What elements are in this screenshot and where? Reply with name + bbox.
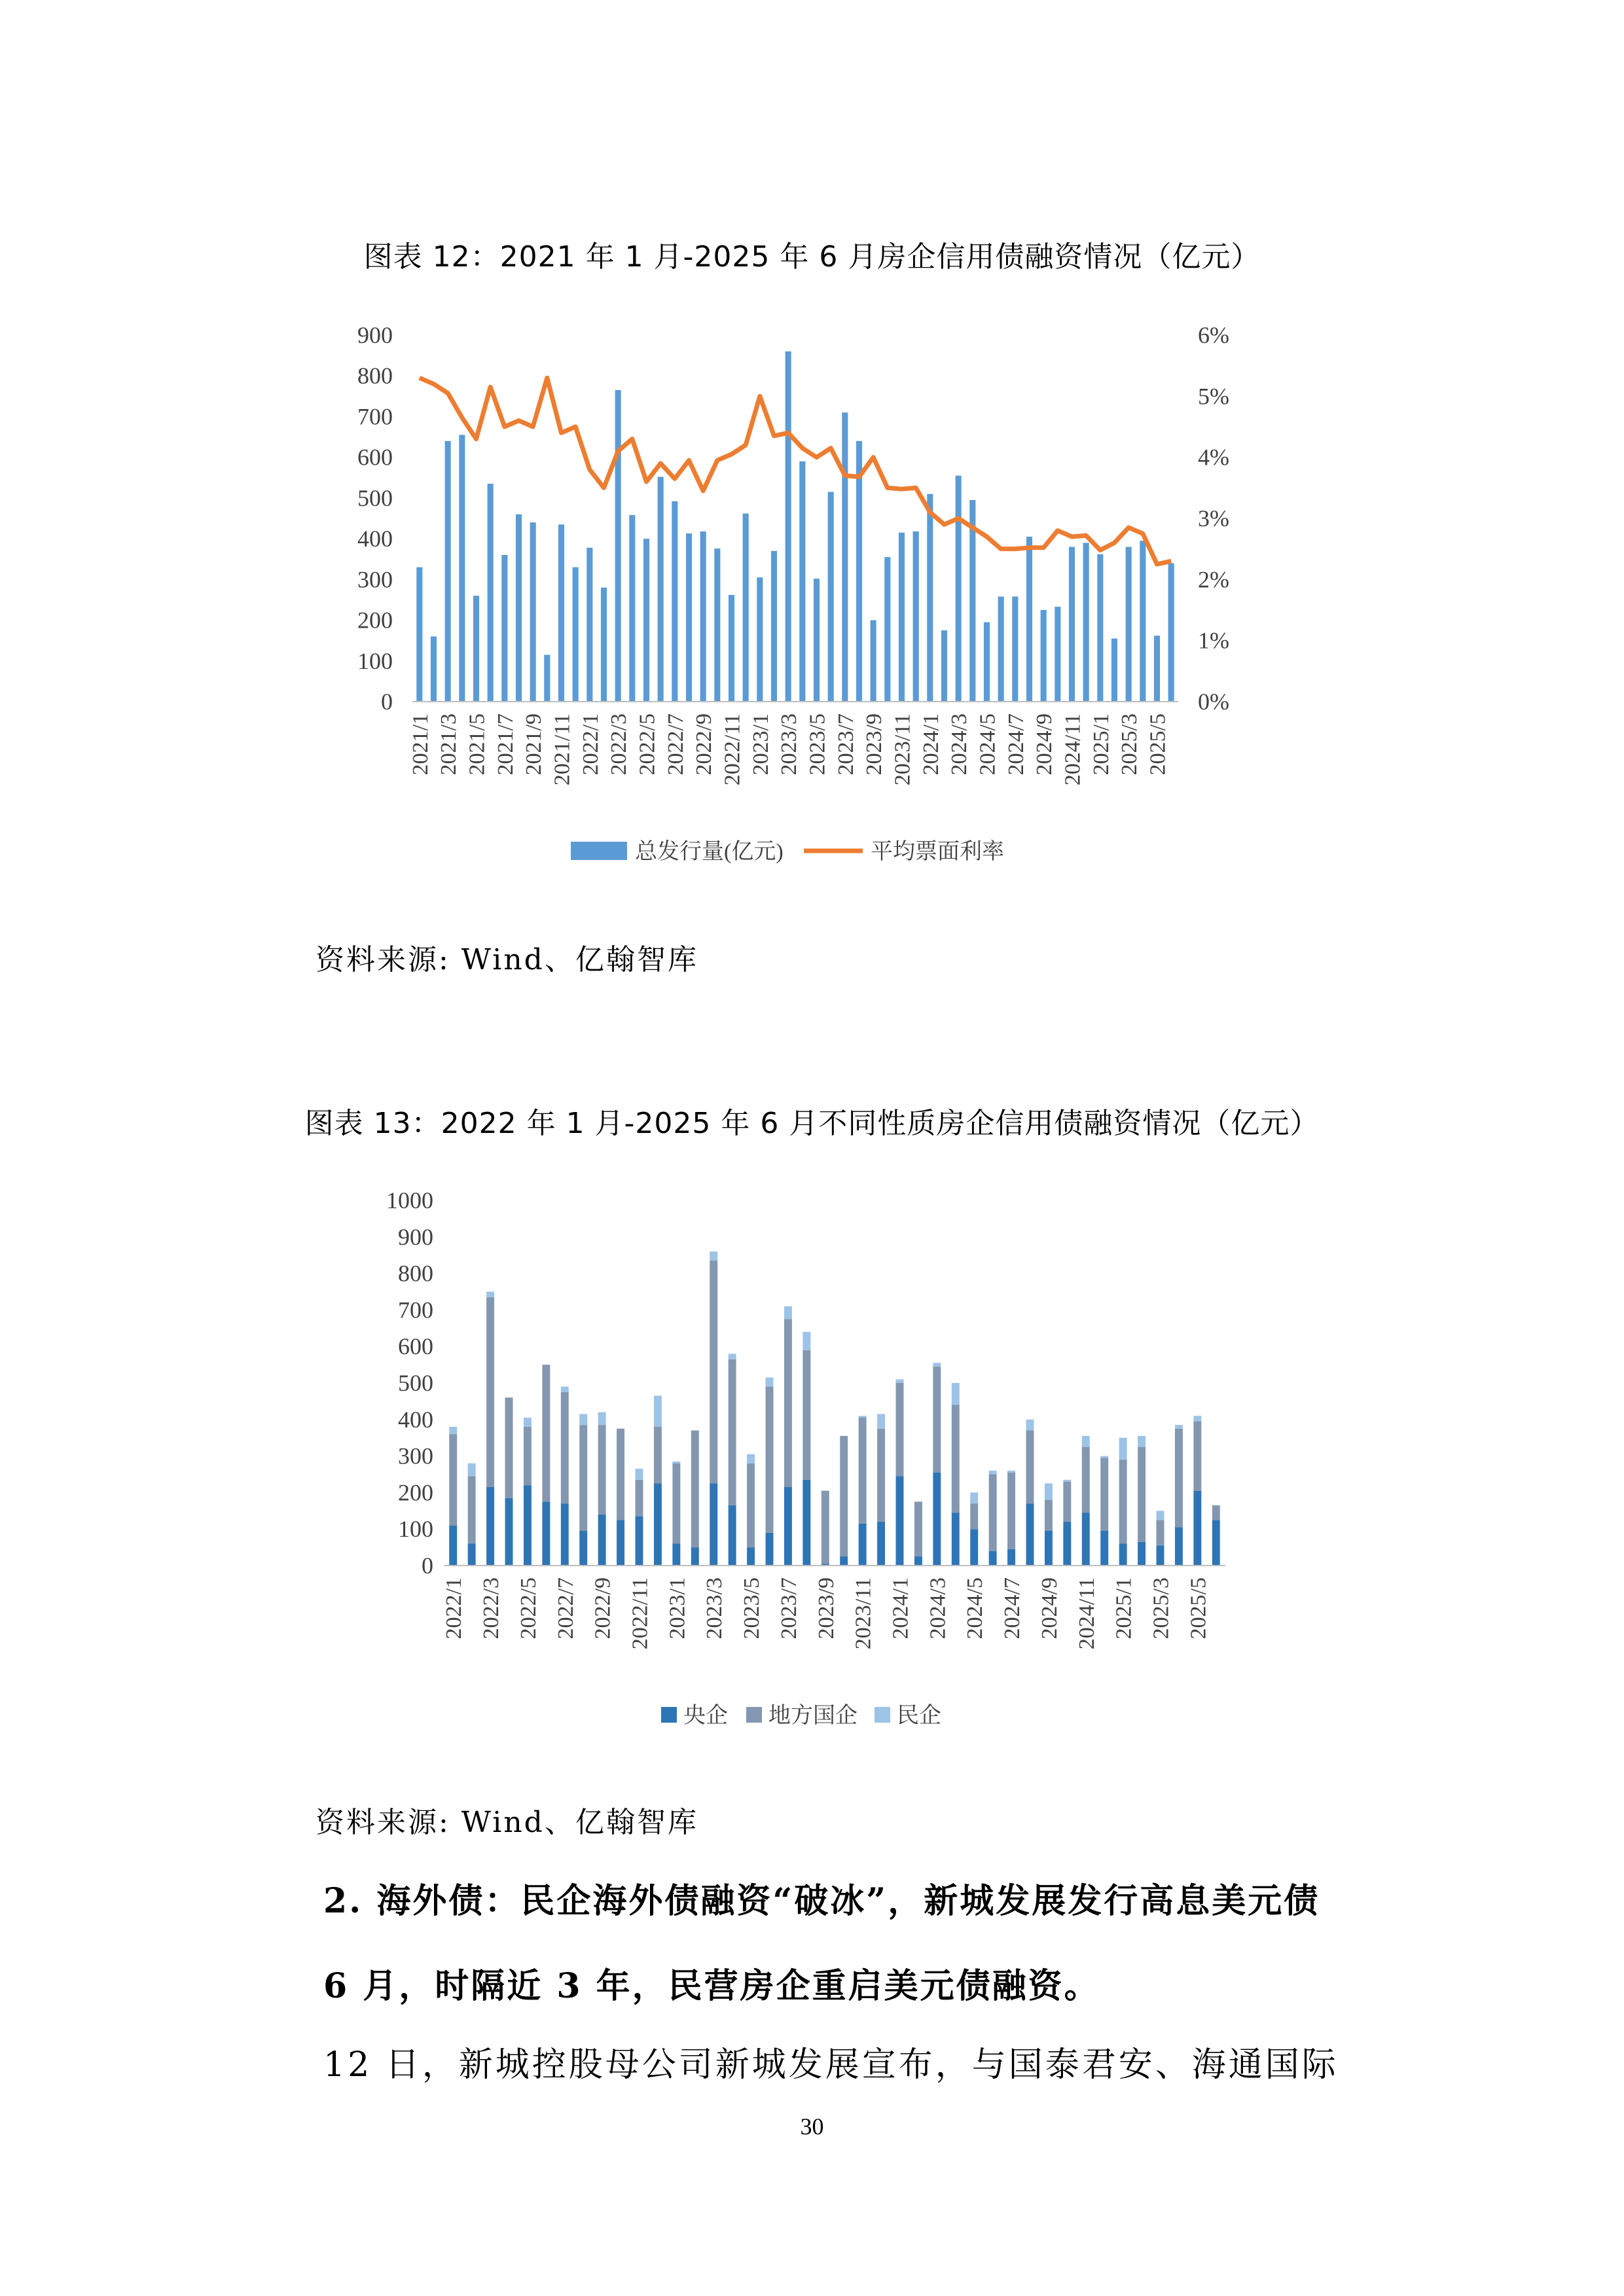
chart2-legend-label-1: 地方国企 — [768, 1704, 857, 1728]
chart2-bar-2024/8-s0 — [1026, 1503, 1034, 1566]
chart2-bar-2024/12-s1 — [1100, 1458, 1108, 1531]
chart2-y-tick: 600 — [398, 1333, 433, 1360]
chart1-bar-2025/2 — [1111, 639, 1117, 702]
chart2-bar-2024/5-s0 — [970, 1529, 978, 1566]
chart1-y2-tick: 5% — [1198, 383, 1229, 410]
chart2-bar-2022/7-s0 — [561, 1503, 569, 1566]
chart2-bar-2023/12-s0 — [877, 1522, 885, 1566]
chart2-bar-2023/2-s0 — [691, 1547, 699, 1566]
chart2-bar-2025/2-s0 — [1138, 1542, 1146, 1566]
chart1-bar-2021/11 — [558, 524, 564, 702]
chart1-bar-2023/1 — [757, 577, 763, 702]
chart2-bar-2024/12-s2 — [1100, 1456, 1108, 1458]
chart1-credit-bond-issuance — [0, 288, 1624, 969]
chart1-bar-2025/3 — [1126, 547, 1132, 702]
chart2-x-tick: 2022/3 — [479, 1577, 504, 1640]
chart1-bar-2025/4 — [1140, 541, 1146, 702]
chart2-bar-2023/1-s1 — [672, 1463, 680, 1544]
chart1-bar-2024/3 — [956, 476, 962, 702]
chart1-bar-2021/12 — [573, 567, 579, 702]
chart2-bar-2022/2-s0 — [468, 1544, 476, 1566]
chart1-x-tick: 2024/5 — [975, 713, 1000, 776]
chart2-x-tick: 2023/3 — [702, 1577, 727, 1640]
chart1-bar-2022/10 — [714, 548, 720, 702]
chart2-caption: 图表 13：2022 年 1 月-2025 年 6 月不同性质房企信用债融资情况（亿元） — [304, 1107, 1320, 1140]
chart1-x-tick: 2023/1 — [748, 713, 773, 776]
chart2-bar-2022/12-s0 — [654, 1483, 662, 1566]
chart2-bar-2022/11-s2 — [636, 1469, 643, 1480]
chart1-x-tick: 2025/1 — [1089, 713, 1113, 776]
chart2-x-tick: 2024/9 — [1037, 1577, 1062, 1640]
chart1-y2-tick: 4% — [1198, 444, 1229, 471]
chart1-bar-2022/1 — [586, 548, 592, 702]
chart2-bar-2023/5-s0 — [747, 1547, 755, 1566]
chart2-x-tick: 2023/11 — [851, 1577, 876, 1650]
chart2-bar-2024/3-s2 — [933, 1363, 941, 1367]
chart2-y-tick: 0 — [422, 1552, 433, 1579]
chart1-bar-2023/10 — [884, 557, 890, 702]
chart2-bar-2022/3-s1 — [486, 1297, 494, 1487]
chart2-bar-2022/1-s1 — [449, 1434, 457, 1526]
chart1-x-tick: 2025/5 — [1146, 713, 1170, 776]
chart1-bar-2022/6 — [658, 477, 664, 702]
chart2-bar-2023/11-s2 — [859, 1416, 867, 1418]
chart2-bar-2023/5-s1 — [747, 1463, 755, 1547]
chart1-bar-2021/9 — [530, 522, 536, 702]
chart2-bar-2025/3-s0 — [1157, 1545, 1164, 1566]
chart2-bar-2024/5-s1 — [970, 1503, 978, 1529]
chart2-bar-2025/4-s0 — [1175, 1527, 1183, 1566]
chart1-bar-2022/8 — [686, 533, 692, 702]
chart1-x-tick: 2023/5 — [805, 713, 830, 776]
chart2-bond-by-ownership — [0, 1165, 1624, 1741]
chart1-bar-2021/4 — [459, 435, 465, 702]
chart1-bar-2021/2 — [431, 636, 437, 702]
chart2-x-tick: 2023/1 — [665, 1577, 690, 1640]
chart1-y-tick: 700 — [357, 403, 393, 430]
chart2-bar-2022/5-s1 — [524, 1427, 532, 1485]
chart1-bar-2023/8 — [856, 441, 862, 702]
chart1-bar-2024/12 — [1083, 543, 1089, 702]
chart2-bar-2023/4-s2 — [729, 1354, 736, 1359]
section-heading-line-1: 2. 海外债：民企海外债融资“破冰”，新城发展发行高息美元债 — [323, 1881, 1320, 1921]
chart2-legend-label-2: 民企 — [897, 1704, 941, 1728]
chart2-x-tick: 2024/5 — [963, 1577, 988, 1640]
chart2-y-tick: 1000 — [386, 1187, 433, 1213]
chart2-bar-2024/10-s2 — [1063, 1480, 1071, 1482]
chart2-bar-2022/12-s1 — [654, 1427, 662, 1483]
chart1-bar-2021/6 — [488, 484, 494, 702]
chart1-bar-2024/10 — [1055, 607, 1060, 702]
chart2-bar-2023/3-s0 — [710, 1483, 717, 1566]
chart2-x-tick: 2022/1 — [442, 1577, 467, 1640]
chart2-y-tick: 500 — [398, 1370, 433, 1396]
chart2-bar-2025/6-s0 — [1212, 1520, 1220, 1566]
chart2-bar-2023/10-s1 — [840, 1436, 848, 1556]
chart1-bar-2023/7 — [842, 412, 848, 702]
chart2-bar-2023/6-s0 — [766, 1533, 774, 1566]
chart2-legend-swatch-1 — [746, 1707, 762, 1723]
chart1-x-tick: 2023/3 — [777, 713, 802, 776]
chart2-bar-2022/6-s1 — [542, 1365, 550, 1501]
chart2-bar-2022/9-s1 — [598, 1425, 606, 1515]
chart2-x-tick: 2024/3 — [926, 1577, 950, 1640]
chart1-bar-2021/3 — [445, 441, 451, 702]
chart2-bar-2023/6-s2 — [766, 1378, 774, 1387]
chart2-bar-2022/5-s2 — [524, 1418, 532, 1427]
chart1-bar-2023/6 — [828, 492, 834, 702]
chart1-bar-2023/9 — [871, 620, 876, 702]
chart2-bar-2024/9-s0 — [1045, 1531, 1053, 1566]
chart1-x-tick: 2024/7 — [1003, 713, 1028, 776]
chart1-x-tick: 2024/1 — [918, 713, 943, 776]
chart1-y-tick: 100 — [357, 647, 393, 674]
chart1-bar-2023/5 — [814, 579, 820, 702]
chart2-bar-2023/9-s1 — [821, 1491, 829, 1564]
chart2-bar-2023/1-s0 — [672, 1544, 680, 1566]
chart2-y-tick: 100 — [398, 1516, 433, 1543]
chart2-bar-2023/8-s1 — [803, 1350, 810, 1480]
chart2-bar-2024/11-s0 — [1082, 1513, 1090, 1566]
chart2-bar-2023/2-s1 — [691, 1431, 699, 1548]
chart2-x-tick: 2025/1 — [1111, 1577, 1136, 1640]
chart1-y-tick: 400 — [357, 526, 393, 552]
chart2-bar-2025/4-s1 — [1175, 1429, 1183, 1528]
chart1-y-tick: 500 — [357, 484, 393, 511]
chart1-bar-2023/12 — [913, 531, 919, 702]
chart2-bar-2022/4-s1 — [505, 1397, 513, 1498]
chart2-bar-2025/1-s1 — [1119, 1460, 1127, 1543]
chart2-bar-2022/8-s2 — [579, 1414, 587, 1425]
chart2-bar-2024/4-s0 — [952, 1513, 960, 1566]
chart2-bar-2022/3-s2 — [486, 1292, 494, 1297]
chart2-bar-2025/5-s0 — [1193, 1491, 1201, 1566]
chart1-x-tick: 2021/1 — [408, 713, 433, 776]
chart2-x-tick: 2022/5 — [516, 1577, 541, 1640]
chart1-bar-2025/5 — [1154, 636, 1160, 702]
chart1-y2-tick: 3% — [1198, 505, 1229, 531]
chart2-y-tick: 800 — [398, 1260, 433, 1287]
chart2-bar-2023/1-s2 — [672, 1462, 680, 1463]
chart1-y-tick: 800 — [357, 363, 393, 389]
chart2-bar-2022/1-s2 — [449, 1427, 457, 1434]
chart1-y2-tick: 6% — [1198, 322, 1229, 348]
chart2-bar-2023/7-s2 — [784, 1306, 792, 1319]
chart1-x-tick: 2021/9 — [522, 713, 547, 776]
chart1-bar-2023/3 — [785, 351, 791, 702]
chart1-x-tick: 2021/11 — [550, 713, 575, 786]
chart2-bar-2025/1-s2 — [1119, 1438, 1127, 1460]
chart2-bar-2024/1-s0 — [896, 1476, 904, 1566]
chart1-bar-2021/8 — [516, 514, 522, 702]
chart2-bar-2023/6-s1 — [766, 1387, 774, 1533]
chart1-bar-2022/12 — [743, 514, 749, 702]
chart2-y-tick: 400 — [398, 1406, 433, 1433]
chart1-y-tick: 0 — [381, 689, 393, 715]
chart1-x-tick: 2023/11 — [890, 713, 915, 786]
chart1-source: 资料来源: Wind、亿翰智库 — [316, 943, 698, 977]
chart1-x-tick: 2022/3 — [607, 713, 632, 776]
chart2-bar-2022/10-s0 — [617, 1520, 624, 1566]
chart1-x-tick: 2024/9 — [1032, 713, 1057, 776]
chart2-bar-2023/8-s2 — [803, 1332, 810, 1350]
chart2-x-tick: 2023/5 — [740, 1577, 765, 1640]
chart2-x-tick: 2022/9 — [590, 1577, 615, 1640]
chart2-bar-2023/7-s0 — [784, 1487, 792, 1566]
chart1-bar-2023/11 — [899, 533, 905, 702]
chart2-bar-2024/9-s1 — [1045, 1500, 1053, 1531]
chart1-y-tick: 300 — [357, 566, 393, 593]
chart1-bar-2022/2 — [601, 588, 607, 702]
chart2-bar-2024/4-s1 — [952, 1405, 960, 1513]
chart1-bar-2022/9 — [700, 531, 706, 702]
chart2-bar-2025/4-s2 — [1175, 1425, 1183, 1429]
chart2-bar-2023/5-s2 — [747, 1454, 755, 1463]
chart2-bar-2022/4-s0 — [505, 1498, 513, 1566]
chart2-bar-2024/8-s2 — [1026, 1420, 1034, 1431]
chart2-bar-2022/9-s2 — [598, 1412, 606, 1426]
chart2-bar-2022/11-s0 — [636, 1516, 643, 1566]
chart2-bar-2024/5-s2 — [970, 1492, 978, 1503]
chart2-legend-swatch-0 — [661, 1707, 677, 1723]
chart1-bar-2021/1 — [416, 567, 422, 702]
chart1-bar-2022/4 — [629, 515, 635, 702]
chart1-bar-2021/7 — [501, 555, 507, 702]
chart1-x-tick: 2021/7 — [493, 713, 518, 776]
chart2-bar-2025/2-s2 — [1138, 1436, 1146, 1447]
chart2-bar-2025/3-s2 — [1157, 1511, 1164, 1520]
chart2-bar-2022/6-s0 — [542, 1501, 550, 1566]
chart1-bar-2024/8 — [1026, 537, 1032, 702]
chart2-bar-2022/10-s1 — [617, 1429, 624, 1520]
chart2-x-tick: 2023/9 — [814, 1577, 839, 1640]
chart2-x-tick: 2025/5 — [1186, 1577, 1211, 1640]
chart1-bar-2024/6 — [998, 596, 1004, 702]
chart2-bar-2023/10-s0 — [840, 1556, 848, 1566]
chart2-bar-2024/3-s1 — [933, 1367, 941, 1473]
chart2-bar-2022/11-s1 — [636, 1480, 643, 1516]
chart2-x-tick: 2023/7 — [776, 1577, 801, 1640]
chart2-y-tick: 300 — [398, 1443, 433, 1469]
chart1-bar-2023/2 — [771, 551, 777, 702]
chart2-bar-2023/8-s0 — [803, 1480, 810, 1566]
chart2-bar-2024/2-s0 — [914, 1556, 922, 1566]
chart1-bar-2023/4 — [799, 461, 805, 702]
chart2-bar-2022/9-s0 — [598, 1515, 606, 1566]
chart1-x-tick: 2025/3 — [1117, 713, 1142, 776]
chart2-bar-2022/1-s0 — [449, 1526, 457, 1566]
chart2-x-tick: 2022/7 — [553, 1577, 578, 1640]
chart1-y2-tick: 2% — [1198, 566, 1229, 593]
chart2-x-tick: 2024/11 — [1074, 1577, 1099, 1650]
chart1-bar-2021/5 — [473, 596, 479, 702]
chart2-bar-2023/11-s0 — [859, 1524, 867, 1566]
chart1-legend-bar-label: 总发行量(亿元) — [635, 840, 784, 864]
chart2-y-tick: 900 — [398, 1223, 433, 1250]
chart1-bar-2021/10 — [544, 655, 550, 702]
chart2-bar-2024/1-s1 — [896, 1383, 904, 1476]
chart1-bar-2022/3 — [615, 390, 621, 702]
chart1-x-tick: 2023/7 — [833, 713, 858, 776]
chart2-bar-2024/11-s1 — [1082, 1447, 1090, 1513]
chart2-bar-2022/5-s0 — [524, 1485, 532, 1566]
chart1-bar-2024/2 — [941, 630, 947, 702]
chart2-bar-2024/12-s0 — [1100, 1531, 1108, 1566]
chart2-bar-2024/7-s0 — [1007, 1549, 1015, 1566]
chart2-x-tick: 2024/7 — [1000, 1577, 1025, 1640]
chart2-bar-2024/6-s0 — [989, 1551, 997, 1566]
chart2-bar-2023/3-s1 — [710, 1261, 717, 1483]
chart1-bar-2022/7 — [672, 501, 677, 702]
chart1-y-tick: 200 — [357, 607, 393, 634]
chart2-y-tick: 200 — [398, 1479, 433, 1506]
chart1-caption: 图表 12：2021 年 1 月-2025 年 6 月房企信用债融资情况（亿元） — [363, 240, 1261, 274]
chart1-x-tick: 2022/7 — [663, 713, 688, 776]
chart1-y-tick: 600 — [357, 444, 393, 471]
chart2-bar-2024/4-s2 — [952, 1383, 960, 1405]
chart1-bar-2024/7 — [1012, 596, 1018, 702]
chart1-x-tick: 2021/3 — [437, 713, 461, 776]
chart2-bar-2023/4-s1 — [729, 1359, 736, 1505]
chart1-x-tick: 2024/3 — [947, 713, 972, 776]
chart2-bar-2022/2-s1 — [468, 1476, 476, 1543]
chart2-bar-2024/9-s2 — [1045, 1483, 1053, 1499]
chart2-bar-2022/8-s1 — [579, 1425, 587, 1531]
chart1-x-tick: 2022/5 — [635, 713, 660, 776]
chart1-bar-2024/5 — [984, 622, 990, 702]
chart2-legend-label-0: 央企 — [683, 1704, 728, 1728]
chart2-bar-2023/3-s2 — [710, 1251, 717, 1261]
chart2-bar-2023/4-s0 — [729, 1505, 736, 1566]
chart1-bar-2025/6 — [1168, 563, 1174, 702]
chart1-bar-2024/1 — [927, 494, 933, 702]
chart2-bar-2022/7-s1 — [561, 1392, 569, 1503]
chart2-bar-2025/6-s1 — [1212, 1505, 1220, 1520]
chart2-bar-2025/1-s0 — [1119, 1544, 1127, 1566]
chart1-y-tick: 900 — [357, 322, 393, 348]
chart1-x-tick: 2022/9 — [692, 713, 717, 776]
chart1-bar-2025/1 — [1097, 554, 1103, 702]
chart2-bar-2024/8-s1 — [1026, 1431, 1034, 1504]
chart2-bar-2024/2-s1 — [914, 1501, 922, 1556]
chart2-bar-2024/1-s2 — [896, 1379, 904, 1383]
chart2-bar-2023/12-s2 — [877, 1414, 885, 1428]
chart2-bar-2024/11-s2 — [1082, 1436, 1090, 1447]
chart2-bar-2023/12-s1 — [877, 1429, 885, 1522]
chart1-x-tick: 2022/11 — [720, 713, 745, 786]
chart2-x-tick: 2024/1 — [888, 1577, 913, 1640]
chart2-x-tick: 2022/11 — [628, 1577, 653, 1650]
chart1-x-tick: 2021/5 — [465, 713, 490, 776]
chart1-legend-bar-swatch — [571, 842, 627, 860]
chart1-bar-2024/9 — [1041, 610, 1047, 702]
chart1-y2-tick: 1% — [1198, 627, 1229, 654]
chart2-bar-2025/5-s2 — [1193, 1416, 1201, 1421]
chart2-bar-2024/7-s1 — [1007, 1473, 1015, 1549]
chart2-bar-2022/8-s0 — [579, 1531, 587, 1566]
chart2-x-tick: 2025/3 — [1149, 1577, 1174, 1640]
chart2-bar-2025/2-s1 — [1138, 1447, 1146, 1542]
body-paragraph: 12 日，新城控股母公司新城发展宣布，与国泰君安、海通国际 — [323, 2045, 1339, 2085]
chart2-legend-swatch-2 — [875, 1707, 890, 1723]
chart1-bar-2022/11 — [729, 595, 734, 702]
chart1-y2-tick: 0% — [1198, 689, 1229, 715]
chart2-bar-2023/11-s1 — [859, 1418, 867, 1524]
chart2-bar-2025/5-s1 — [1193, 1422, 1201, 1491]
chart2-source: 资料来源: Wind、亿翰智库 — [316, 1806, 698, 1839]
chart2-bar-2025/3-s1 — [1157, 1520, 1164, 1545]
chart2-bar-2024/3-s0 — [933, 1473, 941, 1566]
chart2-y-tick: 700 — [398, 1297, 433, 1323]
chart2-bar-2023/7-s1 — [784, 1319, 792, 1487]
chart1-x-tick: 2024/11 — [1060, 713, 1085, 786]
chart2-bar-2022/2-s2 — [468, 1463, 476, 1477]
chart2-bar-2022/12-s2 — [654, 1396, 662, 1427]
chart2-bar-2024/6-s1 — [989, 1475, 997, 1551]
page-number: 30 — [800, 2113, 824, 2140]
chart1-x-tick: 2022/1 — [578, 713, 603, 776]
chart1-bar-2024/11 — [1069, 547, 1075, 702]
section-heading-line-2: 6 月，时隔近 3 年，民营房企重启美元债融资。 — [323, 1966, 1100, 2006]
chart2-bar-2024/6-s2 — [989, 1471, 997, 1475]
chart2-bar-2024/10-s0 — [1063, 1522, 1071, 1566]
chart1-x-tick: 2023/9 — [862, 713, 887, 776]
chart1-bar-2022/5 — [643, 539, 649, 702]
chart2-bar-2022/7-s2 — [561, 1387, 569, 1392]
chart1-legend-line-label: 平均票面利率 — [871, 840, 1004, 864]
chart2-bar-2024/7-s2 — [1007, 1471, 1015, 1473]
chart2-bar-2024/10-s1 — [1063, 1482, 1071, 1522]
chart2-bar-2022/3-s0 — [486, 1487, 494, 1566]
